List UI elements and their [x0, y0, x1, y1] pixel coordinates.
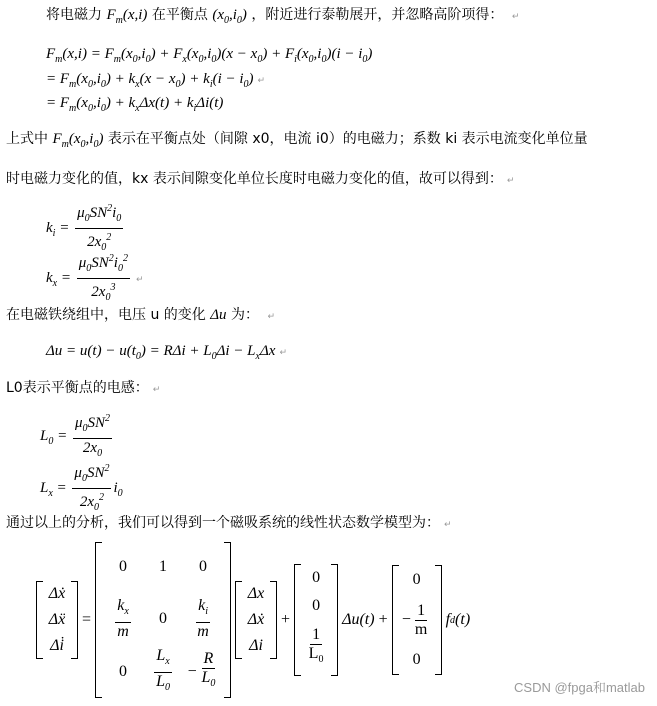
intro-text: 将电磁力 — [46, 7, 102, 23]
voltage-line — [6, 306, 275, 326]
input-matrix-B: 0 0 $\frac{1}{L_0}$ — [294, 564, 338, 676]
inductance-text: L0表示平衡点的电感： — [6, 380, 149, 396]
explain-line-1 — [6, 130, 588, 154]
voltage-suffix: 为： — [231, 307, 259, 323]
intro-line — [46, 6, 519, 30]
explain-prefix: 上式中 — [6, 131, 48, 147]
plus-sign: + — [281, 611, 291, 628]
equals-sign: = — [82, 611, 92, 628]
paragraph-mark-icon: ↵ — [506, 176, 515, 186]
kx-fraction: $\frac{\mu_0SN^2i_0^2}{2x_0^3}$ — [77, 250, 130, 307]
inductance-line — [6, 379, 160, 399]
paragraph-mark-icon: ↵ — [444, 520, 452, 530]
equilibrium-point: $(x_0,i_0)$ — [212, 7, 247, 26]
paragraph-mark-icon: ↵ — [267, 312, 275, 322]
explain-line-2 — [6, 170, 514, 190]
paragraph-mark-icon: ↵ — [279, 348, 287, 358]
L0-equation: $L_0$ = $\frac{\mu_0SN^2}{2x_0}$ — [40, 410, 114, 463]
state-space-model — [36, 542, 470, 698]
input-term: Δu(t) — [342, 611, 375, 628]
force-at-equilibrium: $F_m(x_0,i_0)$ — [52, 131, 104, 150]
voltage-equation: $\Delta u = u(t) - u(t_0) = R\Delta i + L_0\Delta i - L_x\Delta x$ ↵ — [46, 343, 287, 362]
explain-text-2: 时电磁力变化的值，kx 表示间隙变化单位长度时电磁力变化的值，故可以得到： — [6, 171, 503, 187]
disturbance-matrix-E: 0 − $\frac{1}{m}$ 0 — [392, 565, 442, 675]
intro-text-after: ，附近进行泰勒展开，并忽略高阶项得： — [251, 7, 504, 23]
intro-text-mid: 在平衡点 — [151, 7, 208, 23]
L0-fraction: $\frac{\mu_0SN^2}{2x_0}$ — [73, 410, 112, 463]
taylor-row-1: $F_m(x,i) = F_m(x_0,i_0) + F_x(x_0,i_0)(x - x_0) + F_i(x_0,i_0)(i - i_0)$ — [46, 46, 373, 65]
paragraph-mark-icon: ↵ — [152, 385, 161, 395]
kx-equation: $k_x$ = $\frac{\mu_0SN^2i_0^2}{2x_0^3}$ ↵ — [46, 250, 144, 307]
ki-equation: $k_i$ = $\frac{\mu_0SN^2i_0}{2x_0^2}$ — [46, 200, 125, 257]
voltage-text: 在电磁铁绕组中，电压 u 的变化 — [6, 307, 206, 323]
plus-sign-2: + — [378, 611, 388, 628]
system-matrix-A: 0 1 0 $\frac{k_x}{m}$ 0 $\frac{k_i}{m}$ 0 $\frac{L_x}{L_0}$ − $\frac{R}{L_0}$ — [95, 542, 231, 698]
disturbance-term: f d (t) — [445, 611, 471, 628]
model-intro-text: 通过以上的分析，我们可以得到一个磁吸系统的线性状态数学模型为： — [6, 515, 440, 531]
Lx-equation: $L_x$ = $\frac{\mu_0SN^2}{2x_0^2}$ $i_0$ — [40, 460, 123, 517]
taylor-row-2: = $F_m(x_0,i_0) + k_x(x - x_0) + k_i(i - i_0)$ ↵ — [46, 71, 266, 90]
paragraph-mark-icon: ↵ — [135, 274, 144, 285]
force-symbol: $F_m(x,i)$ — [106, 7, 148, 26]
state-derivative-vector: Δẋ Δẍ Δi̇ — [36, 581, 78, 659]
paragraph-mark-icon: ↵ — [511, 12, 520, 22]
taylor-row-3: = $F_m(x_0,i_0) + k_x\Delta x(t) + k_i\Delta i(t)$ — [46, 95, 224, 114]
explain-text-1: 表示在平衡点处（间隙 x0，电流 i0）的电磁力；系数 ki 表示电流变化单位量 — [107, 131, 588, 147]
delta-u-symbol: Δu — [210, 307, 227, 323]
model-intro-line — [6, 514, 452, 534]
Lx-fraction: $\frac{\mu_0SN^2}{2x_0^2}$ — [72, 460, 111, 517]
ki-fraction: $\frac{\mu_0SN^2i_0}{2x_0^2}$ — [75, 200, 123, 257]
state-vector: Δx Δẋ Δi — [235, 581, 277, 659]
paragraph-mark-icon: ↵ — [257, 76, 266, 86]
csdn-watermark: CSDN @fpga和matlab — [514, 680, 645, 695]
